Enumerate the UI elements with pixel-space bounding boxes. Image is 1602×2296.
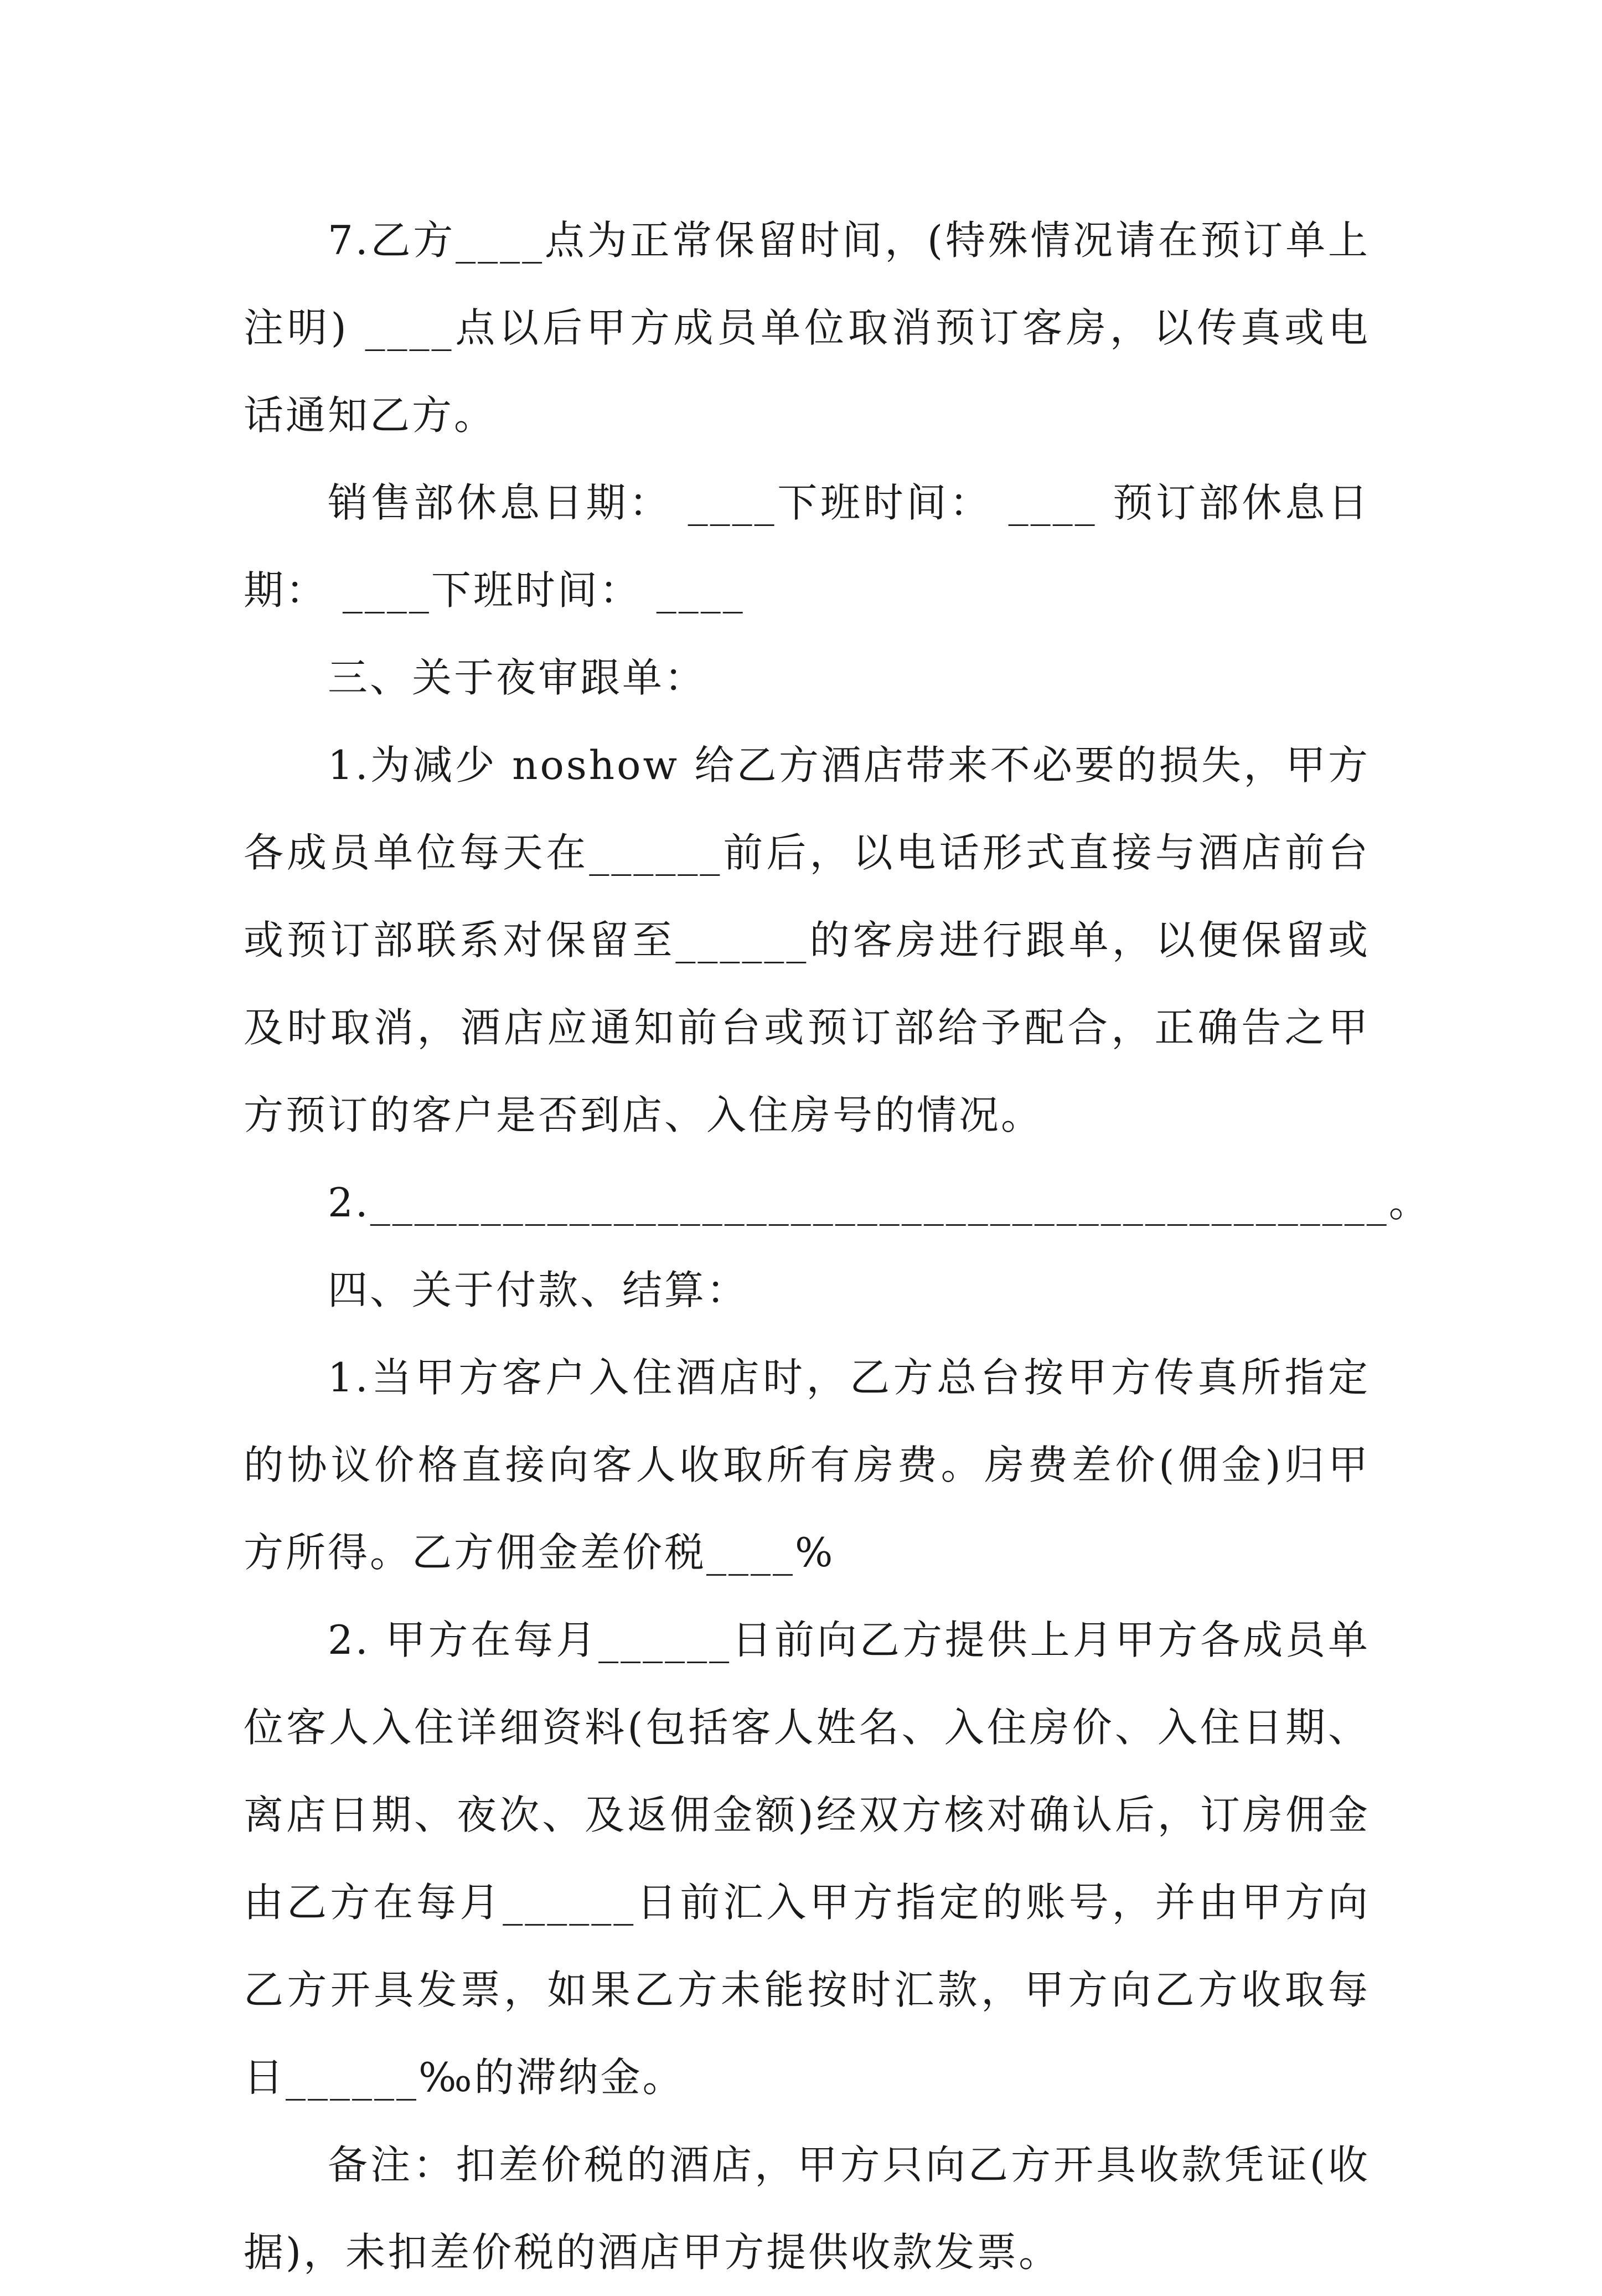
paragraph-commission-settlement: 2. 甲方在每月______日前向乙方提供上月甲方各成员单位客人入住详细资料(包括客人姓名、入住房价、入住日期、离店日期、夜次、及返佣金额)经双方核对确认后，订房佣金由乙方在每月______日前汇入甲方指定的账号，并由甲方向乙方开具发票，如果乙方未能按时汇款，甲方向乙方收取每日______‰的滞纳金。 — [244, 1617, 1370, 2101]
document-body — [244, 197, 1431, 2296]
paragraph-noshow-followup: 1.为减少 noshow 给乙方酒店带来不必要的损失，甲方各成员单位每天在______前后，以电话形式直接与酒店前台或预订部联系对保留至______的客房进行跟单，以便保留或及时取消，酒店应通知前台或预订部给予配合，正确告之甲方预订的客户是否到店、入住房号的情况。 — [244, 742, 1370, 1138]
paragraph-room-fee-collection: 1.当甲方客户入住酒店时，乙方总台按甲方传真所指定的协议价格直接向客人收取所有房费。房费差价(佣金)归甲方所得。乙方佣金差价税____% — [244, 1354, 1370, 1576]
paragraph-reservation-hold-time: 7.乙方____点为正常保留时间，(特殊情况请在预订单上注明) ____点以后甲方成员单位取消预订客房，以传真或电话通知乙方。 — [244, 217, 1370, 438]
paragraph-remarks: 备注：扣差价税的酒店，甲方只向乙方开具收款凭证(收据)，未扣差价税的酒店甲方提供收款发票。 — [244, 2142, 1370, 2276]
section-heading-payment-settlement: 四、关于付款、结算： — [328, 1267, 749, 1313]
paragraph-item-2-blank: 2.______________________________________________。 — [328, 1179, 1431, 1226]
section-heading-night-audit: 三、关于夜审跟单： — [328, 654, 707, 701]
paragraph-department-hours: 销售部休息日期： ____下班时间： ____ 预订部休息日期： ____下班时间： ____ — [244, 479, 1370, 613]
